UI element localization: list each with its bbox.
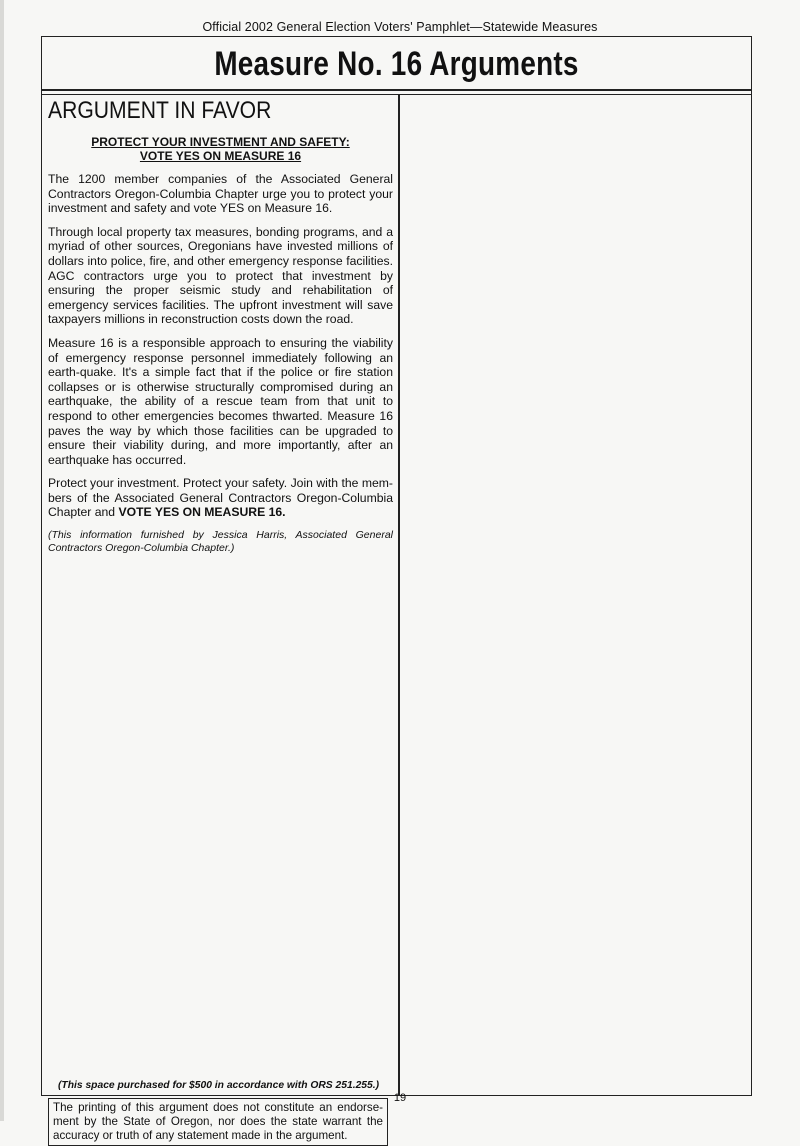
argument-column <box>48 95 393 1142</box>
paragraph-2: Through local property tax measures, bonding programs, and a myriad of other sources, Oregonians have invested millions of dollars into police, fire, and other emergency response facilities. AGC contractors urge you to protect that investment by ensuring the proper seismic study and rehabilitation of emergency services facilities. The upfront investment will save taxpayers millions in reconstruction costs down the road. <box>48 224 393 327</box>
subhead-line-1: PROTECT YOUR INVESTMENT AND SAFETY: <box>91 135 350 149</box>
paragraph-1: The 1200 member companies of the Associated General Contractors Oregon-Columbia Chapter urge you to protect your investment and safety and vote YES on Measure 16. <box>48 172 393 216</box>
page-number: 19 <box>393 1092 407 1104</box>
title-rule <box>42 89 751 91</box>
paragraph-4 <box>48 476 393 520</box>
subhead-line-2: VOTE YES ON MEASURE 16 <box>139 149 302 163</box>
page-edge <box>0 0 4 1121</box>
argument-heading: ARGUMENT IN FAVOR <box>48 97 272 124</box>
running-header: Official 2002 General Election Voters' Pamphlet—Statewide Measures <box>202 20 598 34</box>
paragraph-4-bold: VOTE YES ON MEASURE 16. <box>118 505 286 520</box>
paragraph-4-text: Protect your investment. Protect your safety. Join with the mem-bers of the Associated General Contractors Oregon-Columbia Chapter and <box>48 476 393 520</box>
disclaimer-box: The printing of this argument does not constitute an endorse-ment by the State of Oregon, nor does the state warrant the accuracy or truth of any statement made in the argument. <box>48 1098 388 1146</box>
column-divider <box>398 95 400 1095</box>
paragraph-3: Measure 16 is a responsible approach to ensuring the viability of emergency response personnel immediately following an earth-quake. It's a simple fact that if the police or fire station collapses or is otherwise structurally compromised during an earthquake, the ability of a rescue team from that unit to respond to other emergencies becomes thwarted. Measure 16 paves the way by which those facilities can be upgraded to ensure their viability during, and more importantly, after an earthquake has occurred. <box>48 335 393 467</box>
purchase-note: (This space purchased for $500 in accordance with ORS 251.255.) <box>58 1080 380 1091</box>
author-credit: (This information furnished by Jessica Harris, Associated General Contractors Oregon-Columbia Chapter.) <box>48 529 393 555</box>
argument-subhead <box>48 135 393 163</box>
page-title: Measure No. 16 Arguments <box>214 45 579 83</box>
